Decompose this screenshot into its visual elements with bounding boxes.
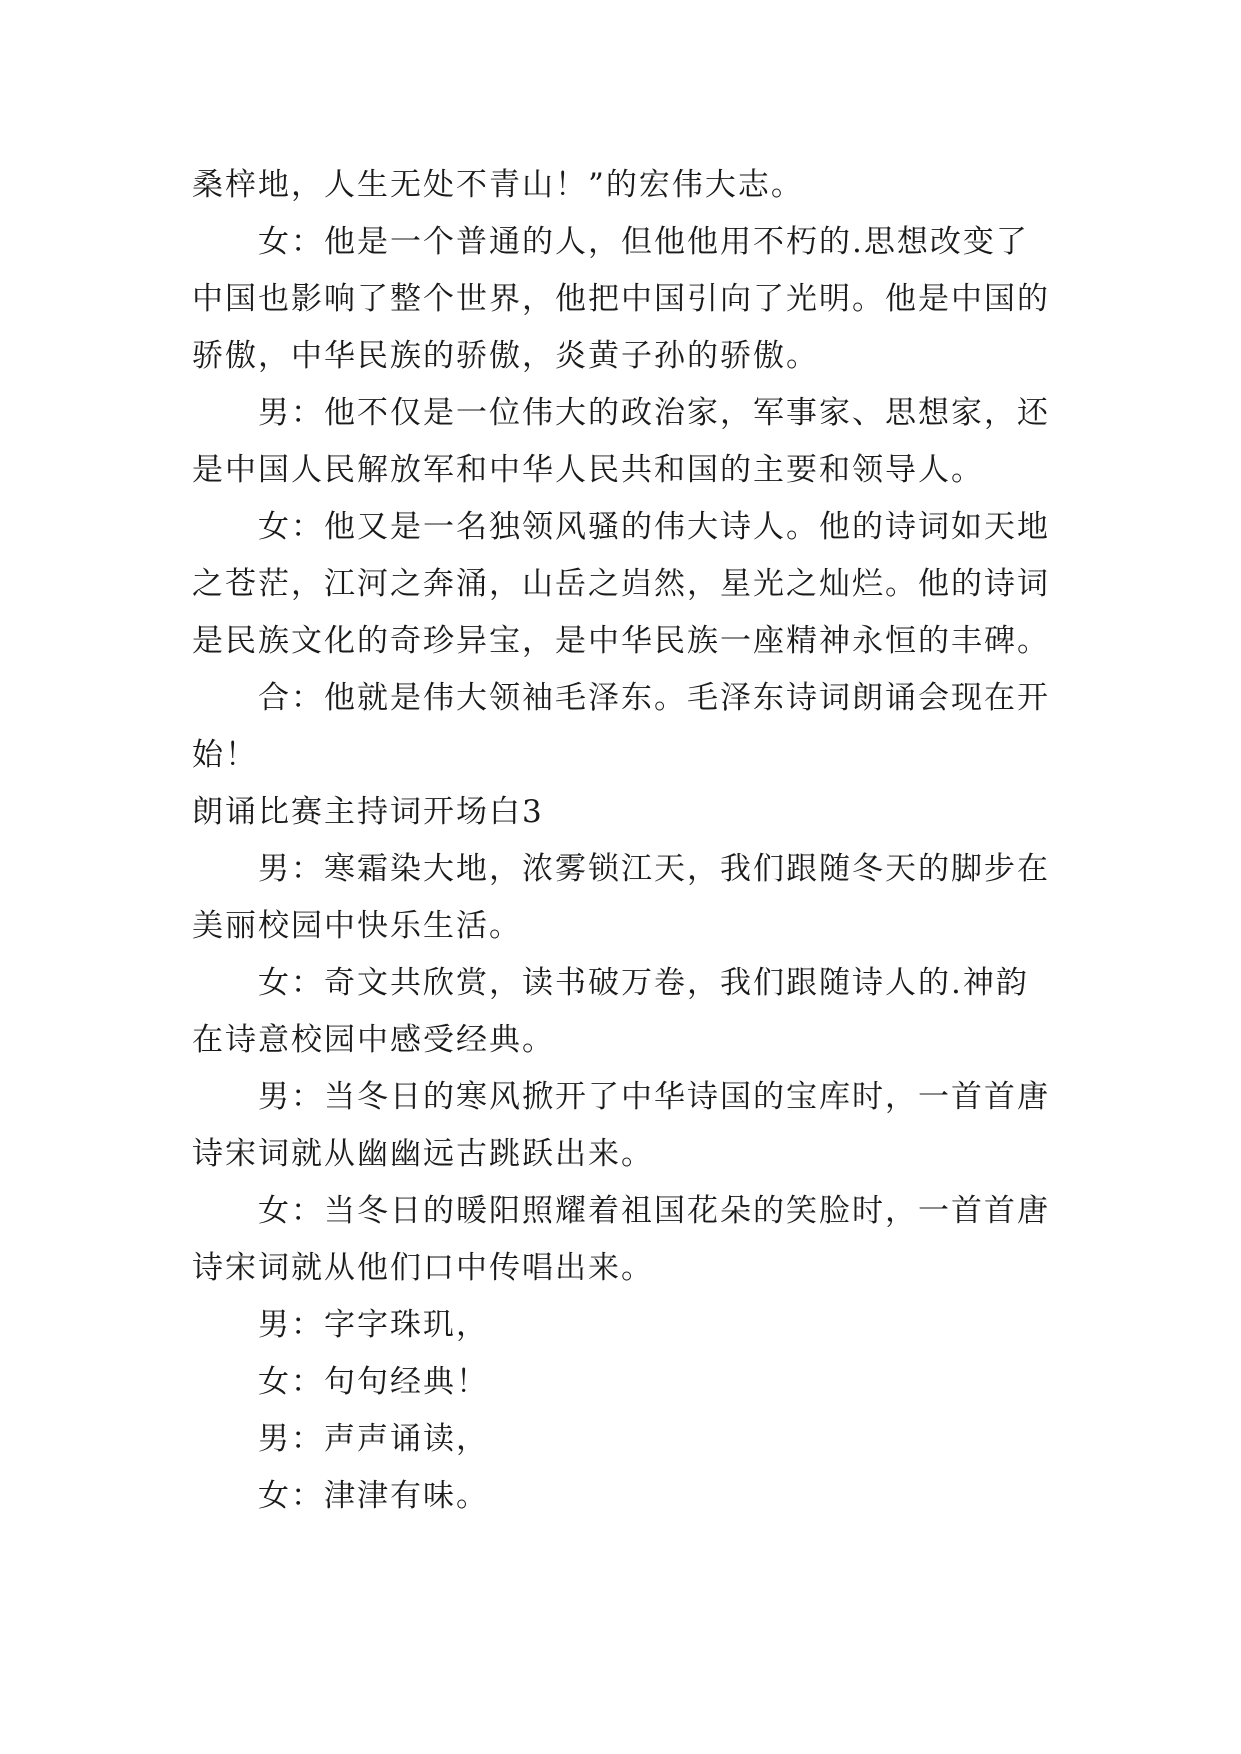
text-line: 男：声声诵读， [258, 1421, 489, 1457]
section-heading: 朗诵比赛主持词开场白3 [192, 794, 544, 830]
text-line: 是中国人民解放军和中华人民共和国的主要和领导人。 [192, 452, 984, 488]
text-line: 女：他是一个普通的人，但他他用不朽的.思想改变了 [258, 224, 1029, 260]
text-line: 诗宋词就从幽幽远古跳跃出来。 [192, 1136, 654, 1172]
text-line: 男：字字珠玑， [258, 1307, 489, 1343]
text-line: 女：奇文共欣赏，读书破万卷，我们跟随诗人的.神韵 [258, 965, 1029, 1001]
text-line: 男：他不仅是一位伟大的政治家，军事家、思想家，还 [258, 395, 1050, 431]
text-line: 男：寒霜染大地，浓雾锁江天，我们跟随冬天的脚步在 [258, 851, 1050, 887]
text-line: 女：津津有味。 [258, 1478, 489, 1514]
text-line: 之苍茫，江河之奔涌，山岳之岿然，星光之灿烂。他的诗词 [192, 566, 1050, 602]
text-line: 女：句句经典！ [258, 1364, 489, 1400]
text-line: 始！ [192, 737, 258, 773]
text-line: 骄傲，中华民族的骄傲，炎黄子孙的骄傲。 [192, 338, 819, 374]
text-line: 中国也影响了整个世界，他把中国引向了光明。他是中国的 [192, 281, 1050, 317]
text-line: 女：当冬日的暖阳照耀着祖国花朵的笑脸时，一首首唐 [258, 1193, 1050, 1229]
text-line: 美丽校园中快乐生活。 [192, 908, 522, 944]
text-line: 在诗意校园中感受经典。 [192, 1022, 555, 1058]
text-line: 男：当冬日的寒风掀开了中华诗国的宝库时，一首首唐 [258, 1079, 1050, 1115]
text-line: 是民族文化的奇珍异宝，是中华民族一座精神永恒的丰碑。 [192, 623, 1050, 659]
text-line: 桑梓地，人生无处不青山！”的宏伟大志。 [192, 167, 804, 203]
text-line: 诗宋词就从他们口中传唱出来。 [192, 1250, 654, 1286]
text-line: 女：他又是一名独领风骚的伟大诗人。他的诗词如天地 [258, 509, 1050, 545]
text-line: 合：他就是伟大领袖毛泽东。毛泽东诗词朗诵会现在开 [258, 680, 1050, 716]
